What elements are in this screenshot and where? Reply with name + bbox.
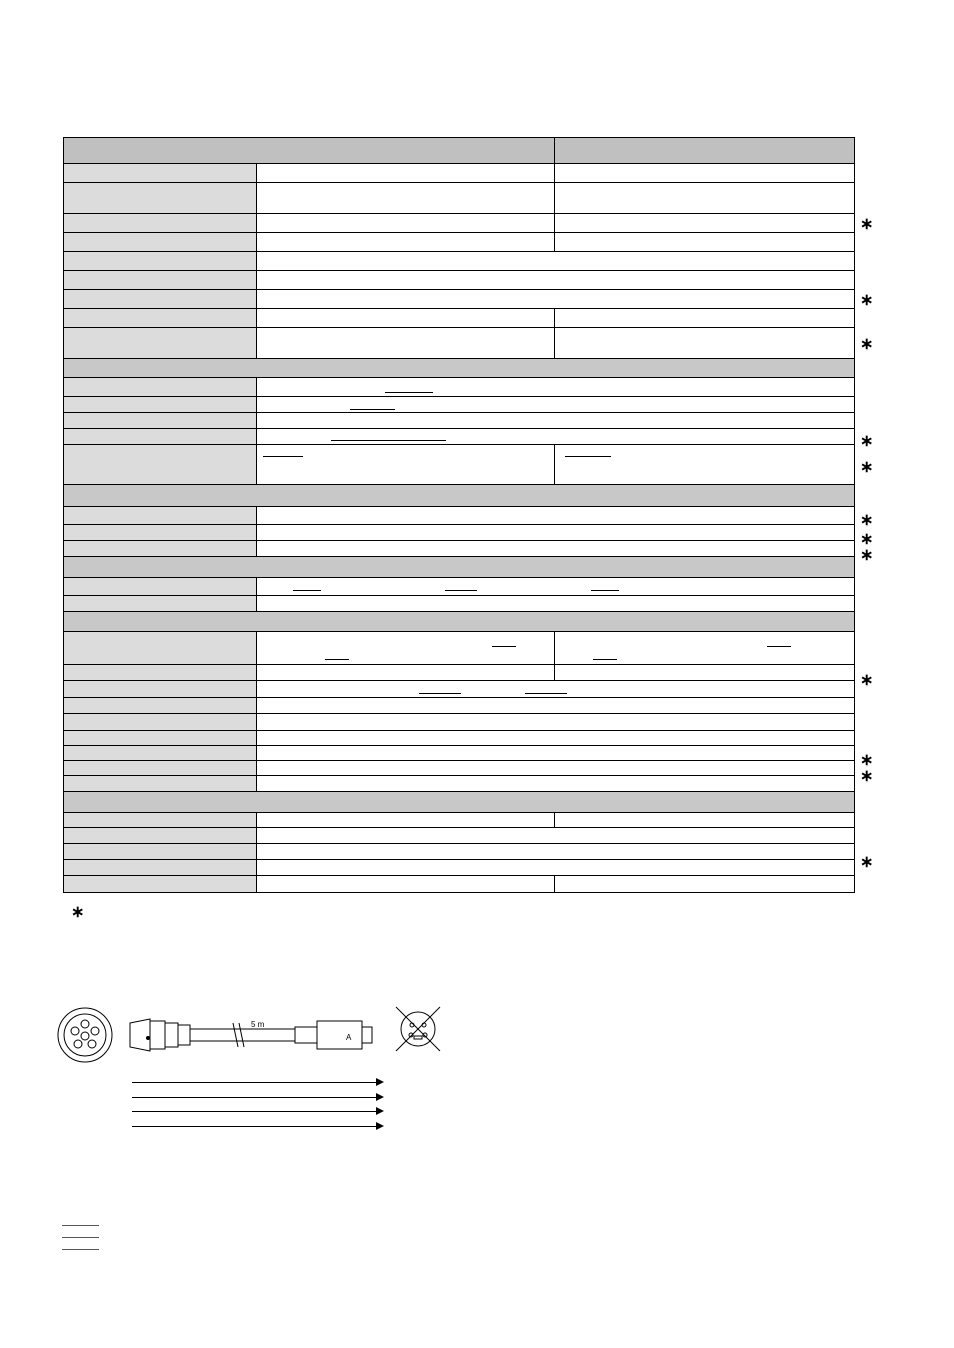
- footnote-marker: ∗: [860, 531, 874, 548]
- table-row: [64, 214, 855, 233]
- table-row: [64, 183, 855, 214]
- table-row: [64, 309, 855, 328]
- table-section-row: [64, 485, 855, 507]
- cable-length-label: 5 m: [251, 1020, 265, 1029]
- footnote-marker: ∗: [860, 854, 874, 871]
- round-connector-pin-face-icon: [58, 1008, 112, 1062]
- pin-arrow: [132, 1097, 380, 1098]
- footnote-marker: ∗: [860, 433, 874, 450]
- footnote-marker: ∗: [860, 672, 874, 689]
- legend-line: [62, 1249, 99, 1250]
- spec-table: [63, 137, 855, 893]
- table-row: [64, 860, 855, 876]
- table-header-row: [64, 138, 855, 164]
- table-row: [64, 397, 855, 413]
- legend-line: [62, 1225, 99, 1226]
- footnote-marker: ∗: [860, 216, 874, 233]
- table-row: [64, 525, 855, 541]
- table-row: [64, 164, 855, 183]
- table-row: [64, 844, 855, 860]
- mini-din-connector-icon: [396, 1007, 440, 1051]
- pin-arrow: [132, 1111, 380, 1112]
- table-row: [64, 252, 855, 271]
- table-row: [64, 813, 855, 828]
- table-row: [64, 632, 855, 665]
- footnote-marker: ∗: [860, 292, 874, 309]
- table-section-row: [64, 359, 855, 378]
- table-row: [64, 876, 855, 893]
- cable-diagram: [55, 1005, 455, 1065]
- table-row: [64, 541, 855, 557]
- table-row: [64, 665, 855, 681]
- footnote-marker: ∗: [71, 904, 85, 921]
- footnote-marker: ∗: [860, 512, 874, 529]
- table-row: [64, 233, 855, 252]
- connector-label: A: [346, 1033, 352, 1042]
- footnote-marker: ∗: [860, 459, 874, 476]
- table-row: [64, 429, 855, 445]
- table-row: [64, 681, 855, 698]
- table-row: [64, 271, 855, 290]
- pin-arrow: [132, 1126, 380, 1127]
- table-row: [64, 328, 855, 359]
- table-row: [64, 714, 855, 731]
- table-row: [64, 828, 855, 844]
- table-row: [64, 776, 855, 792]
- footnote-marker: ∗: [860, 768, 874, 785]
- table-section-row: [64, 792, 855, 813]
- table-row: [64, 507, 855, 525]
- pin-arrow: [132, 1082, 380, 1083]
- table-section-row: [64, 612, 855, 632]
- footnote-marker: ∗: [860, 336, 874, 353]
- table-row: [64, 746, 855, 761]
- table-row: [64, 578, 855, 596]
- legend-line: [62, 1237, 99, 1238]
- footnote-marker: ∗: [860, 547, 874, 564]
- table-row: [64, 761, 855, 776]
- table-row: [64, 698, 855, 714]
- table-row: [64, 596, 855, 612]
- table-row: [64, 378, 855, 397]
- table-row: [64, 445, 855, 485]
- table-section-row: [64, 557, 855, 578]
- footnote-marker: ∗: [860, 752, 874, 769]
- table-row: [64, 290, 855, 309]
- table-row: [64, 413, 855, 429]
- table-row: [64, 731, 855, 746]
